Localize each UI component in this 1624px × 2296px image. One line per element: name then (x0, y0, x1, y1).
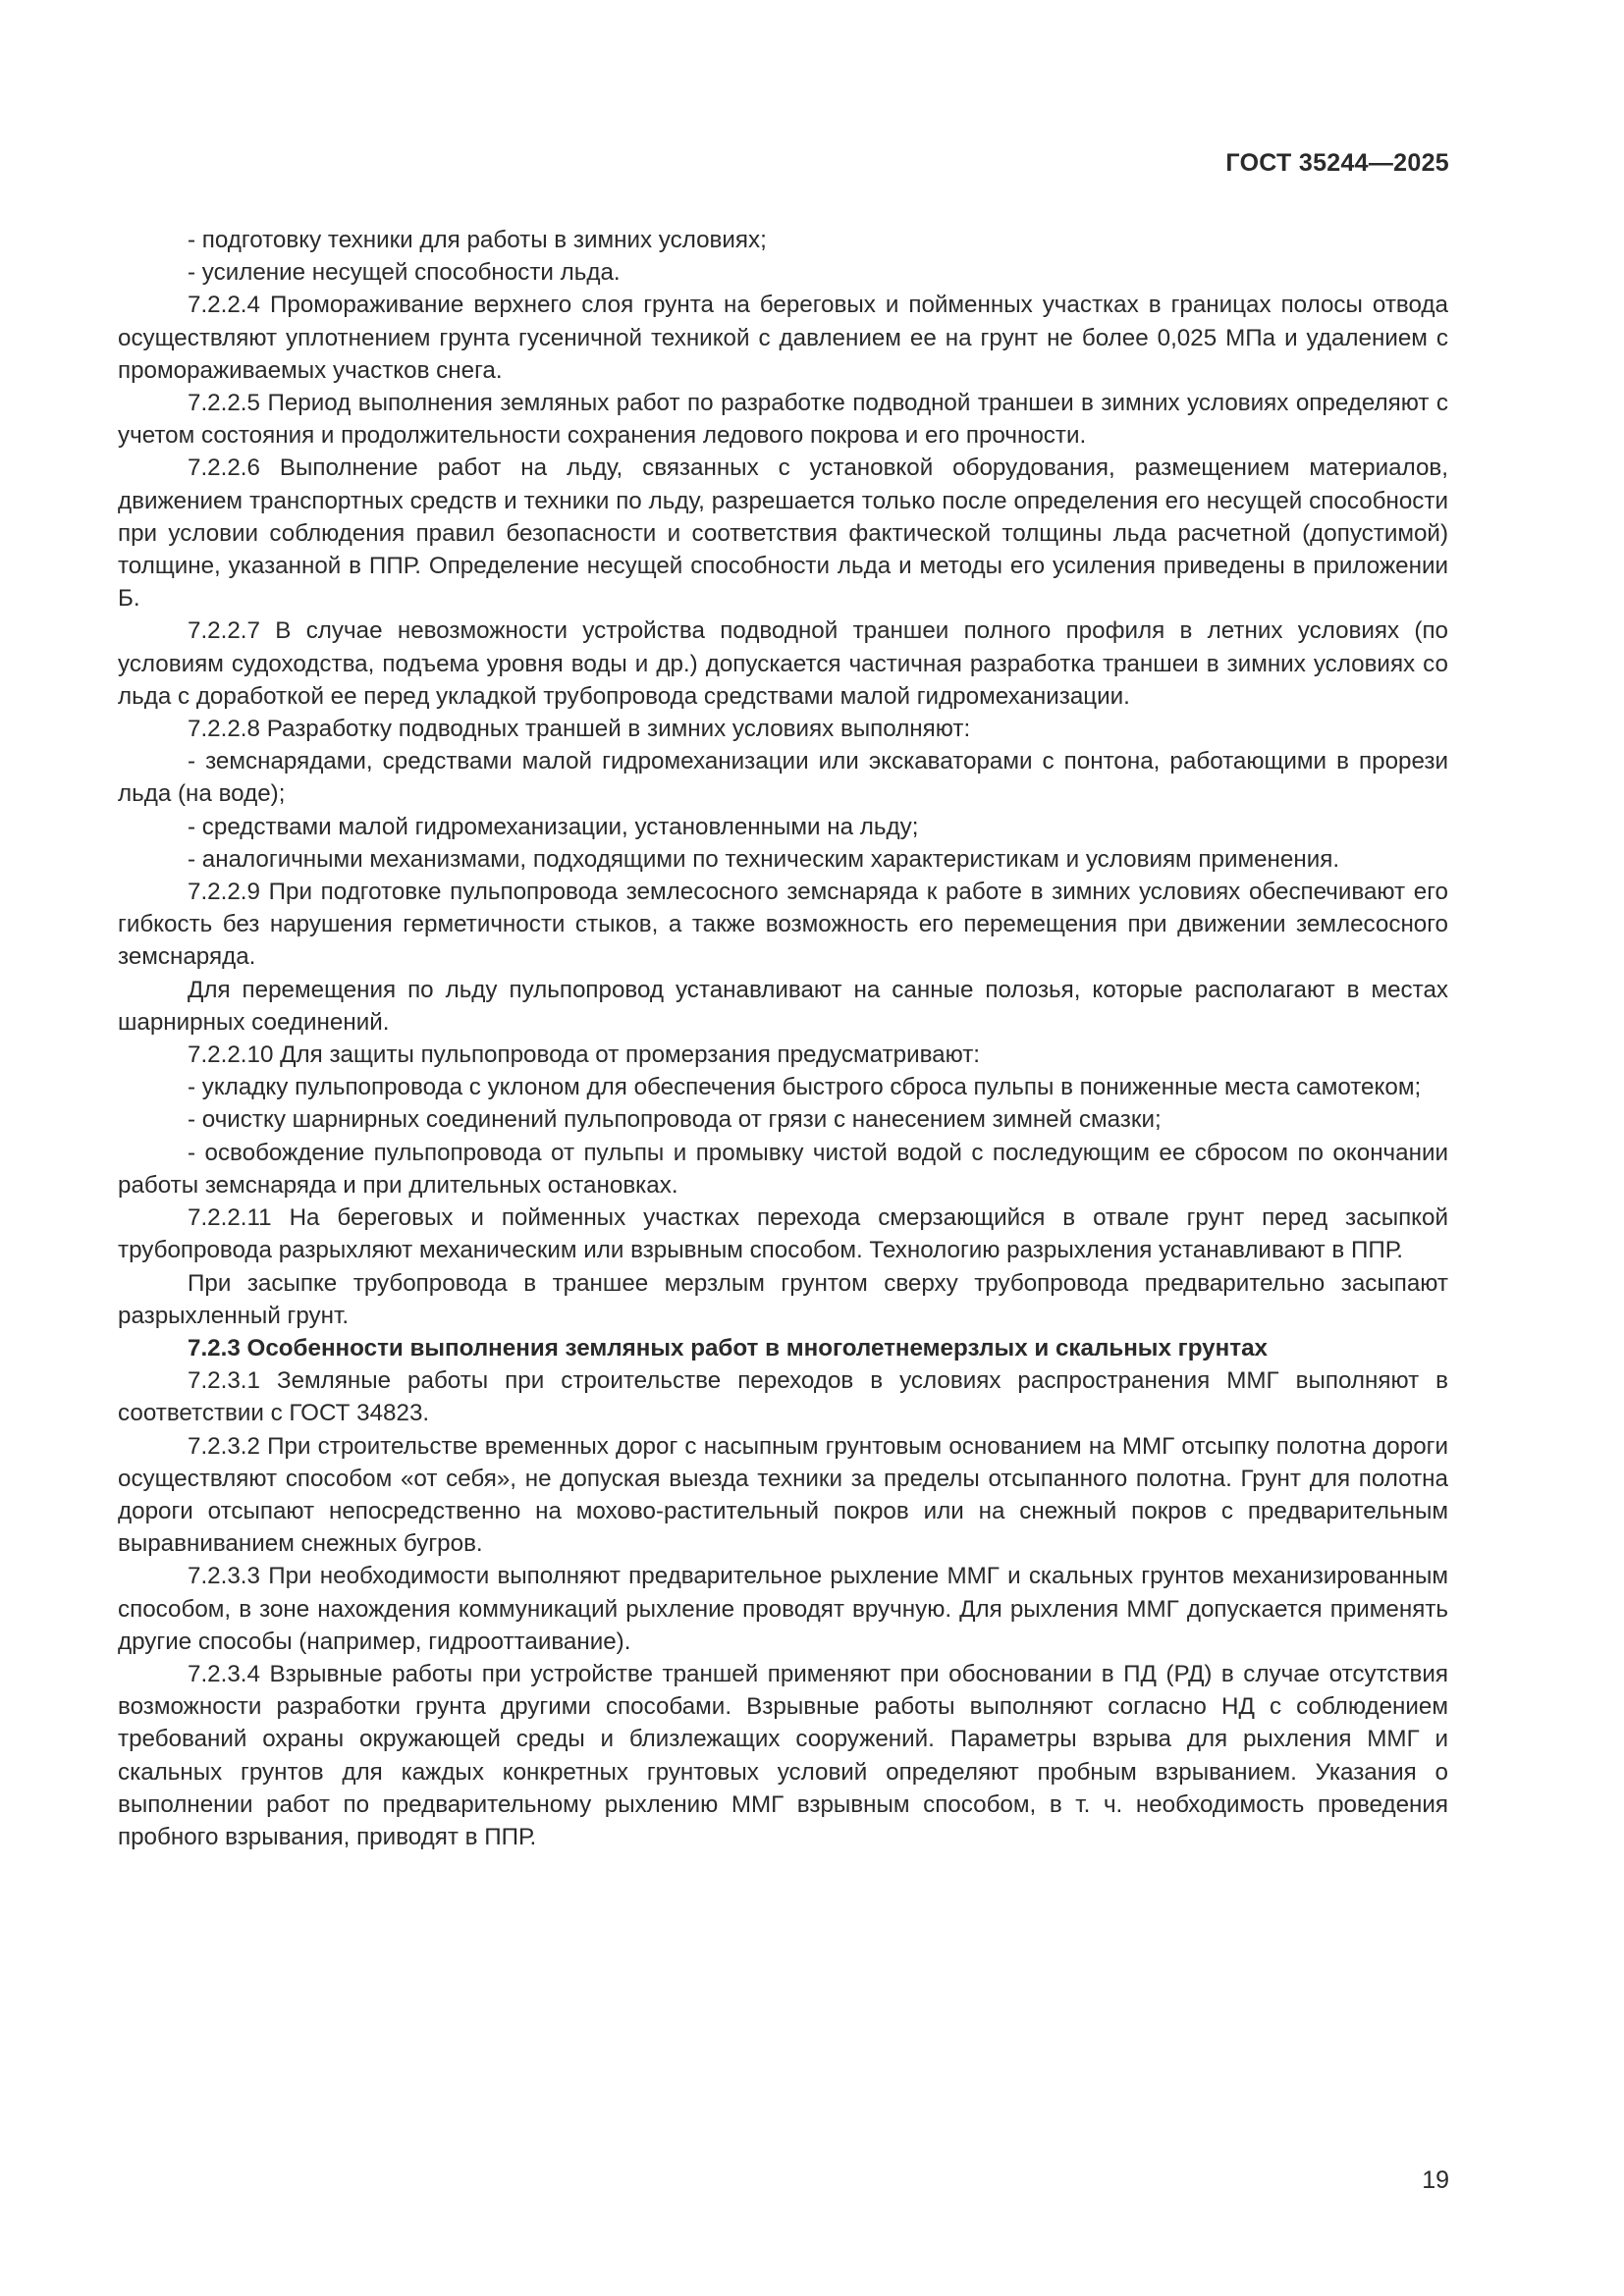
clause-7-2-2-11: 7.2.2.11 На береговых и пойменных участках перехода смерзающийся в отвале грунт перед засыпкой трубопровода разрыхляют механическим или взрывным способом. Технологию разрыхления устанавливают в ППР. (118, 1204, 1448, 1264)
section-heading-text: 7.2.3 Особенности выполнения земляных работ в многолетнемерзлых и скальных грунтах (188, 1334, 1268, 1362)
section-heading-7-2-3 (118, 1332, 1448, 1364)
clause-7-2-2-10: 7.2.2.10 Для защиты пульпопровода от промерзания предусматривают: (188, 1041, 981, 1069)
clause-7-2-2-6: 7.2.2.6 Выполнение работ на льду, связанных с установкой оборудования, размещением материалов, движением транспортных средств и техники по льду, разрешается только после определения его несущей способности при условии соблюдения правил безопасности и соответствия фактической толщины льда расчетной (допустимой) толщине, указанной в ППР. Определение несущей способности льда и методы его усиления приведены в приложении Б. (118, 454, 1448, 613)
clause-7-2-3-1: 7.2.3.1 Земляные работы при строительстве переходов в условиях распространения ММГ выполняют в соответствии с ГОСТ 34823. (118, 1367, 1448, 1427)
paragraph: Для перемещения по льду пульпопровод устанавливают на санные полозья, которые располагают в местах шарнирных соединений. (118, 976, 1448, 1036)
clause-7-2-3-3: 7.2.3.3 При необходимости выполняют предварительное рыхление ММГ и скальных грунтов механизированным способом, в зоне нахождения коммуникаций рыхление проводят вручную. Для рыхления ММГ допускается применять другие способы (например, гидрооттаивание). (118, 1563, 1448, 1655)
paragraph: При засыпке трубопровода в траншее мерзлым грунтом сверху трубопровода предварительно засыпают разрыхленный грунт. (118, 1269, 1448, 1329)
clause-7-2-2-9: 7.2.2.9 При подготовке пульпопровода землесосного земснаряда к работе в зимних условиях обеспечивают его гибкость без нарушения герметичности стыков, а также возможность его перемещения при движении землесосного земснаряда. (118, 879, 1448, 971)
list-item: - укладку пульпопровода с уклоном для обеспечения быстрого сброса пульпы в пониженные места самотеком; (188, 1074, 1422, 1101)
list-item: - земснарядами, средствами малой гидромеханизации или экскаваторами с понтона, работающими в прорези льда (на воде); (118, 748, 1448, 808)
document-body (118, 224, 1448, 1853)
doc-code-header: ГОСТ 35244—2025 (1225, 149, 1449, 177)
clause-7-2-2-5: 7.2.2.5 Период выполнения земляных работ по разработке подводной траншеи в зимних условиях определяют с учетом состояния и продолжительности сохранения ледового покрова и его прочности. (118, 390, 1448, 450)
list-item: - усиление несущей способности льда. (188, 259, 621, 287)
list-item: - очистку шарнирных соединений пульпопровода от грязи с нанесением зимней смазки; (188, 1106, 1162, 1134)
clause-7-2-3-4: 7.2.3.4 Взрывные работы при устройстве траншей применяют при обосновании в ПД (РД) в случае отсутствия возможности разработки грунта другими способами. Взрывные работы выполняют согласно НД с соблюдением требований охраны окружающей среды и близлежащих сооружений. Параметры взрыва для рыхления ММГ и скальных грунтов для каждых конкретных грунтовых условий определяют пробным взрыванием. Указания о выполнении работ по предварительному рыхлению ММГ взрывным способом, в т. ч. необходимость проведения пробного взрывания, приводят в ППР. (118, 1660, 1448, 1850)
clause-7-2-2-7: 7.2.2.7 В случае невозможности устройства подводной траншеи полного профиля в летних условиях (по условиям судоходства, подъема уровня воды и др.) допускается частичная разработка траншеи в зимних условиях со льда с доработкой ее перед укладкой трубопровода средствами малой гидромеханизации. (118, 617, 1448, 710)
page-number: 19 (1422, 2166, 1449, 2194)
list-item: - аналогичными механизмами, подходящими по техническим характеристикам и условиям применения. (188, 845, 1340, 873)
list-item: - средствами малой гидромеханизации, установленными на льду; (188, 813, 919, 840)
list-item: - освобождение пульпопровода от пульпы и промывку чистой водой с последующим ее сбросом по окончании работы земснаряда и при длительных остановках. (118, 1139, 1448, 1199)
clause-7-2-2-8: 7.2.2.8 Разработку подводных траншей в зимних условиях выполняют: (188, 716, 971, 743)
clause-7-2-3-2: 7.2.3.2 При строительстве временных дорог с насыпным грунтовым основанием на ММГ отсыпку полотна дороги осуществляют способом «от себя», не допуская выезда техники за пределы отсыпанного полотна. Грунт для полотна дороги отсыпают непосредственно на мохово-растительный покров или на снежный покров с предварительным выравниванием снежных бугров. (118, 1432, 1448, 1558)
list-item: - подготовку техники для работы в зимних условиях; (188, 227, 767, 253)
clause-7-2-2-4: 7.2.2.4 Промораживание верхнего слоя грунта на береговых и пойменных участках в границах полосы отвода осуществляют уплотнением грунта гусеничной техникой с давлением ее на грунт не более 0,025 МПа и удалением с промораживаемых участков снега. (118, 292, 1448, 384)
